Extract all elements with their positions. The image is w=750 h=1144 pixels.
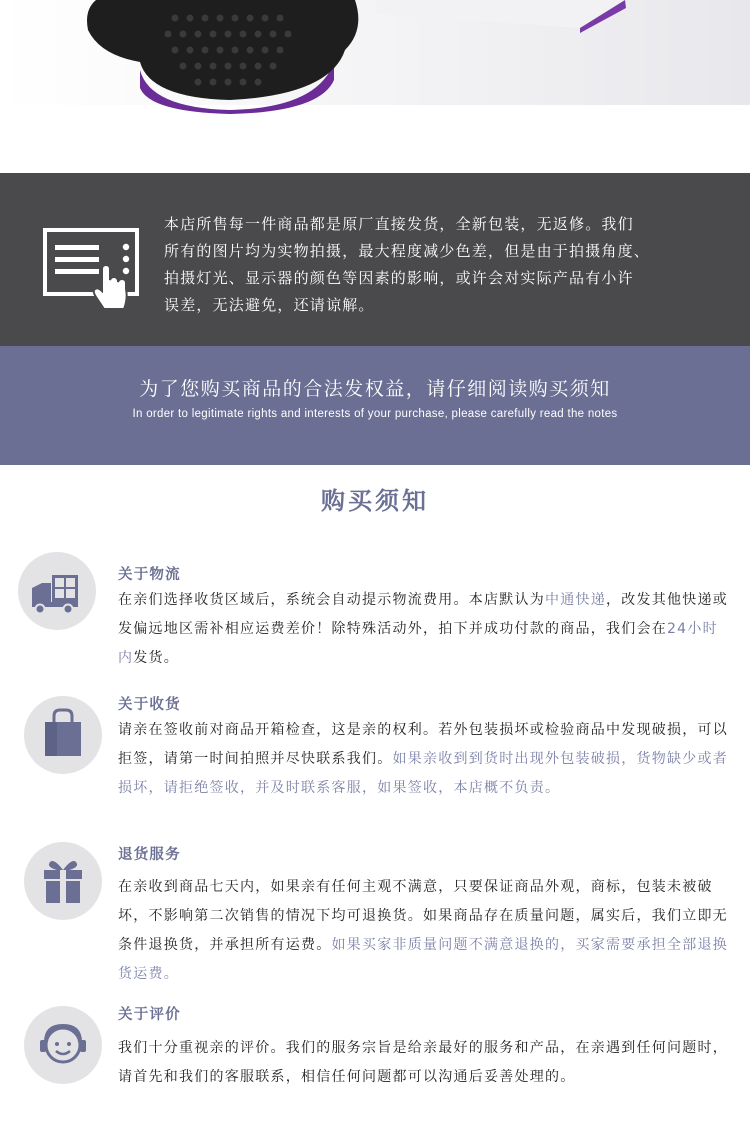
shopping-bag-icon [24,696,102,774]
item-heading: 关于评价 [118,1007,181,1023]
notice-banner [0,173,750,346]
gift-box-icon [24,842,102,920]
item-body [118,586,732,673]
delivery-truck-icon [18,552,96,630]
rights-subtitle: In order to legitimate rights and interests of your purchase, please carefully read the notes [132,408,618,420]
item-text: ，改发其他快递或发偏远地区需补相应运费差价！除特殊活动外，拍下并成功付款的商品，我们会在 [118,592,728,637]
product-photo [0,0,750,173]
item-body [118,873,732,989]
smiley-face-icon [24,1006,102,1084]
item-heading: 关于收货 [118,697,181,713]
rights-banner [0,346,750,465]
item-highlight-text: 如果亲收到到货时出现外包装破损，货物缺少或者损坏，请拒绝签收，并及时联系客服，如果签收，本店概不负责。 [118,751,728,796]
item-heading: 关于物流 [118,567,181,583]
icon-circle [24,842,102,920]
item-body [118,716,732,803]
item-text: 在亲们选择收货区域后，系统会自动提示物流费用。本店默认为 [118,592,545,608]
shipping-time: 24小时内 [118,621,718,666]
product-photo-illustration [0,0,750,173]
item-highlight-text: 如果买家非质量问题不满意退换的，买家需要承担全部退换货运费。 [118,937,728,982]
item-text: 发货。 [133,650,179,666]
courier-name: 中通快递 [545,592,606,608]
icon-circle [24,1006,102,1084]
item-body: 我们十分重视亲的评价。我们的服务宗旨是给亲最好的服务和产品，在亲遇到任何问题时，请首先和我们的客服联系，相信任何问题都可以沟通后妥善处理的。 [118,1040,728,1085]
item-text: 请亲在签收前对商品开箱检查，这是亲的权利。若外包装损坏或检验商品中发现破损，可以拒签，请第一时间拍照并尽快联系我们。 [118,722,728,767]
rights-title: 为了您购买商品的合法发权益，请仔细阅读购买须知 [139,378,611,400]
icon-circle [24,696,102,774]
notice-text: 本店所售每一件商品都是原厂直接发货，全新包装，无返修。我们 所有的图片均为实物拍摄，最大程度减少色差，但是由于拍摄角度、 拍摄灯光、显示器的颜色等因素的影响，或许会对实际产品有小许 误差，无法避免，还请谅解。 [164,215,651,314]
item-text: 在亲收到商品七天内，如果亲有任何主观不满意，只要保证商品外观，商标，包装未被破坏，不影响第二次销售的情况下均可退换货。如果商品存在质量问题，属实后，我们立即无条件退换货，并承担所有运费。 [118,879,728,953]
section-title: 购买须知 [321,487,429,515]
item-heading: 退货服务 [118,847,181,863]
touch-screen-icon [42,227,142,311]
icon-circle [18,552,96,630]
